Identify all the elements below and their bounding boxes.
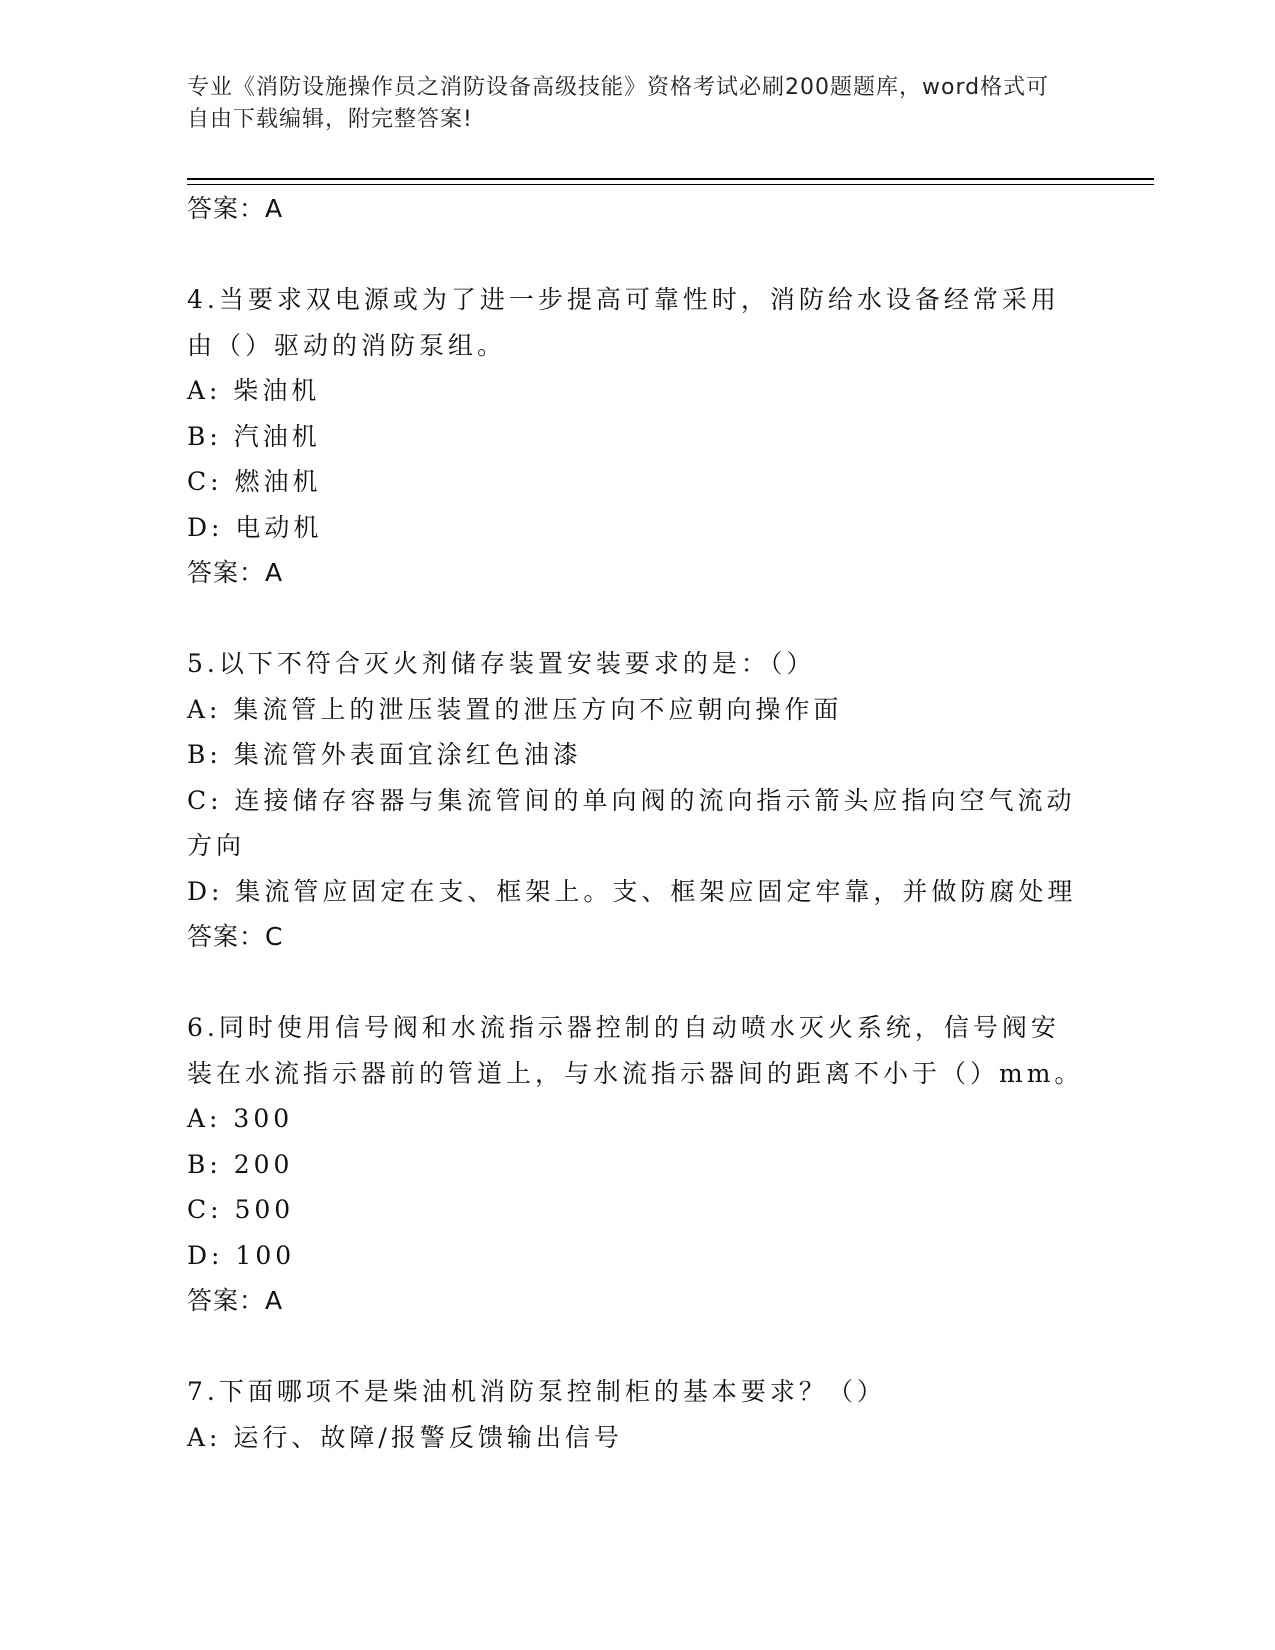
option-a: A: 柴油机 (187, 376, 321, 405)
document-header: 专业《消防设施操作员之消防设备高级技能》资格考试必刷200题题库，word格式可自由下载编辑，附完整答案! (187, 75, 1050, 132)
question-stem: 6.同时使用信号阀和水流指示器控制的自动喷水灭火系统，信号阀安装在水流指示器前的管道上，与水流指示器间的距离不小于（）mm。 (187, 1013, 1084, 1088)
option-d: D: 电动机 (187, 512, 323, 542)
option-c: C: 连接储存容器与集流管间的单向阀的流向指示箭头应指向空气流动方向 (187, 785, 1076, 860)
question-stem: 5.以下不符合灭火剂储存装置安装要求的是：（） (187, 649, 816, 678)
answer-line: 答案：A (187, 1286, 284, 1315)
question-list (187, 186, 1087, 1460)
header-divider (187, 178, 1154, 180)
header-divider-thin (187, 184, 1154, 185)
option-a: A: 300 (187, 1104, 294, 1133)
option-c: C: 燃油机 (187, 467, 322, 496)
option-b: B: 汽油机 (187, 421, 321, 451)
option-b: B: 集流管外表面宜涂红色油漆 (187, 740, 582, 769)
answer-line: 答案：A (187, 558, 284, 587)
question-5 (187, 641, 1087, 960)
option-b: B: 200 (187, 1149, 294, 1179)
option-a: A: 集流管上的泄压装置的泄压方向不应朝向操作面 (187, 694, 843, 724)
option-a: A: 运行、故障/报警反馈输出信号 (187, 1422, 623, 1452)
question-4 (187, 277, 1087, 596)
answer-line: 答案：C (187, 922, 284, 951)
answer-line: 答案：A (187, 194, 284, 223)
question-stem: 7.下面哪项不是柴油机消防泵控制柜的基本要求？（） (187, 1377, 886, 1406)
option-d: D: 100 (187, 1240, 296, 1270)
question-7 (187, 1369, 1087, 1460)
question-stem: 4.当要求双电源或为了进一步提高可靠性时，消防给水设备经常采用由（）驱动的消防泵组。 (187, 285, 1060, 360)
option-d: D: 集流管应固定在支、框架上。支、框架应固定牢靠，并做防腐处理 (187, 876, 1077, 906)
question-6 (187, 1005, 1087, 1324)
option-c: C: 500 (187, 1195, 295, 1224)
